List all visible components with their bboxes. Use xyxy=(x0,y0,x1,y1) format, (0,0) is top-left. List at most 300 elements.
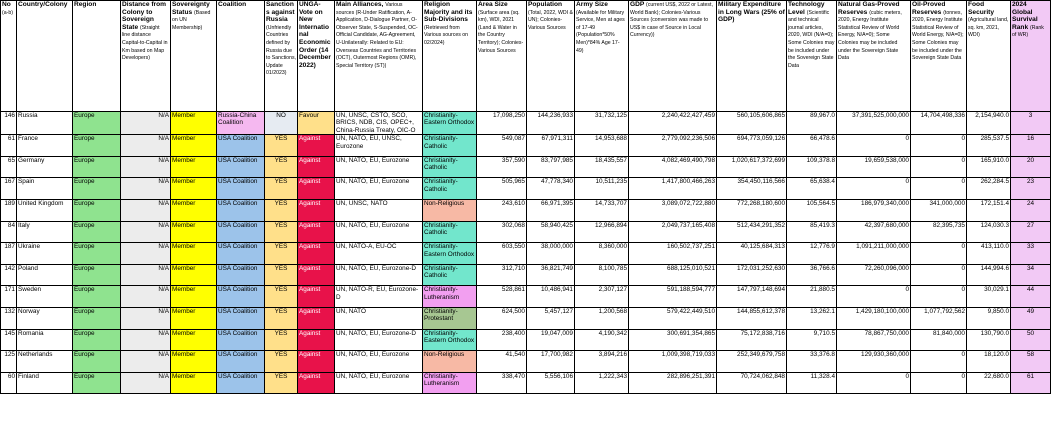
cell-army: 4,190,342 xyxy=(575,329,629,351)
cell-food-security: 22,680.0 xyxy=(967,372,1011,394)
cell-gdp: 1,009,398,719,033 xyxy=(629,351,717,373)
cell-army: 12,966,894 xyxy=(575,221,629,243)
cell-unga-vote: Against xyxy=(298,221,335,243)
table-row xyxy=(1,112,1051,135)
cell-alliances: UN, NATO-R, EU, Eurozone-D xyxy=(335,286,423,308)
cell-distance: N/A xyxy=(121,286,171,308)
cell-religion: Christianity-Catholic xyxy=(423,156,477,178)
cell-army: 8,100,785 xyxy=(575,264,629,286)
cell-sanctions: YES xyxy=(265,156,298,178)
cell-population: 67,971,311 xyxy=(527,135,575,157)
cell-rank: 20 xyxy=(1011,156,1051,178)
cell-area: 338,470 xyxy=(477,372,527,394)
cell-country: Spain xyxy=(17,178,73,200)
column-header-note: (Scientific and technical journal articles, 2020, WDI (N/A=0); Some Colonies may be included under the Sovereign State Data xyxy=(788,9,835,69)
column-header-title: Main Alliances, xyxy=(336,1,384,8)
column-header-note: (Available for Military Service, Men at ages of 17-49 (Population*50% Men)*84% Age 17-49) xyxy=(576,9,625,54)
column-header xyxy=(423,1,477,112)
cell-population: 66,971,395 xyxy=(527,200,575,222)
cell-oil-reserves: 0 xyxy=(911,156,967,178)
cell-military: 512,434,291,352 xyxy=(717,221,787,243)
cell-food-security: 130,790.0 xyxy=(967,329,1011,351)
column-header-title: GDP xyxy=(630,1,645,8)
column-header-title: Population xyxy=(528,1,563,8)
cell-region: Europe xyxy=(73,372,121,394)
cell-military: 144,855,612,378 xyxy=(717,307,787,329)
cell-sovereignty: Member xyxy=(171,156,217,178)
cell-food-security: 2,154,940.0 xyxy=(967,112,1011,135)
cell-gdp: 282,896,251,391 xyxy=(629,372,717,394)
cell-alliances: UN, NATO, EU, Eurozone xyxy=(335,372,423,394)
cell-unga-vote: Against xyxy=(298,156,335,178)
column-header-title: Technology Level xyxy=(788,1,825,16)
column-header-title: Oil-Proved Reserves xyxy=(912,1,946,16)
cell-alliances: UN, UNSC, NATO xyxy=(335,200,423,222)
cell-oil-reserves: 341,000,000 xyxy=(911,200,967,222)
cell-no: 125 xyxy=(1,351,17,373)
cell-region: Europe xyxy=(73,156,121,178)
column-header-title: 2024 Global Survival Rank xyxy=(1012,1,1038,31)
cell-sanctions: YES xyxy=(265,178,298,200)
cell-area: 17,098,250 xyxy=(477,112,527,135)
cell-region: Europe xyxy=(73,135,121,157)
cell-technology: 12,776.9 xyxy=(787,243,837,265)
cell-technology: 9,710.5 xyxy=(787,329,837,351)
cell-distance: N/A xyxy=(121,243,171,265)
cell-religion: Christianity-Catholic xyxy=(423,264,477,286)
column-header-note: (cubic meters, 2020, Energy Institute Statistical Review of World Energy, N/A=0); Some Colonies may be included under the Sovereign State Data xyxy=(838,9,902,62)
column-header xyxy=(527,1,575,112)
column-header-title: Distance from Colony to Sovereign State xyxy=(122,1,166,31)
cell-sanctions: NO xyxy=(265,112,298,135)
cell-military: 1,020,617,372,699 xyxy=(717,156,787,178)
cell-population: 83,797,985 xyxy=(527,156,575,178)
cell-region: Europe xyxy=(73,112,121,135)
cell-unga-vote: Against xyxy=(298,178,335,200)
column-header-note: (Surface area (sq. km), WDI, 2021 (Land & Water in the Country Territory); Colonies-Various Sources xyxy=(478,9,524,54)
cell-region: Europe xyxy=(73,178,121,200)
cell-region: Europe xyxy=(73,221,121,243)
cell-rank: 49 xyxy=(1011,307,1051,329)
column-header-title: Natural Gas-Proved Reserves xyxy=(838,1,900,16)
cell-gas-reserves: 0 xyxy=(837,135,911,157)
column-header xyxy=(837,1,911,112)
cell-sovereignty: Member xyxy=(171,329,217,351)
cell-technology: 105,564.5 xyxy=(787,200,837,222)
cell-gdp: 2,049,737,165,408 xyxy=(629,221,717,243)
cell-population: 10,486,941 xyxy=(527,286,575,308)
cell-no: 61 xyxy=(1,135,17,157)
cell-rank: 50 xyxy=(1011,329,1051,351)
cell-distance: N/A xyxy=(121,135,171,157)
column-header-note: (Retrieved from Various sources on 02/2024) xyxy=(424,24,469,46)
table-body xyxy=(1,112,1051,394)
cell-sanctions: YES xyxy=(265,264,298,286)
cell-oil-reserves: 0 xyxy=(911,243,967,265)
column-header xyxy=(717,1,787,112)
column-header xyxy=(265,1,298,112)
cell-unga-vote: Against xyxy=(298,351,335,373)
cell-country: Ukraine xyxy=(17,243,73,265)
cell-rank: 3 xyxy=(1011,112,1051,135)
cell-sanctions: YES xyxy=(265,286,298,308)
cell-military: 694,773,059,126 xyxy=(717,135,787,157)
cell-no: 171 xyxy=(1,286,17,308)
cell-distance: N/A xyxy=(121,372,171,394)
cell-sovereignty: Member xyxy=(171,112,217,135)
cell-religion: Christianity-Protestant xyxy=(423,307,477,329)
table-row xyxy=(1,178,1051,200)
cell-unga-vote: Against xyxy=(298,307,335,329)
cell-gas-reserves: 0 xyxy=(837,178,911,200)
cell-gdp: 579,422,449,510 xyxy=(629,307,717,329)
cell-food-security: 9,850.0 xyxy=(967,307,1011,329)
cell-population: 47,778,340 xyxy=(527,178,575,200)
column-header-note: (current US$, 2022 or Latest, World Bank); Colonies-Various Sources (conversion was made to US$ in case of Source in Local Currency)) xyxy=(630,2,713,39)
cell-oil-reserves: 0 xyxy=(911,135,967,157)
cell-distance: N/A xyxy=(121,156,171,178)
cell-army: 1,200,568 xyxy=(575,307,629,329)
column-header xyxy=(73,1,121,112)
cell-region: Europe xyxy=(73,307,121,329)
cell-alliances: UN, NATO, EU, Eurozone xyxy=(335,156,423,178)
cell-army: 10,511,235 xyxy=(575,178,629,200)
cell-sovereignty: Member xyxy=(171,200,217,222)
table-row xyxy=(1,351,1051,373)
cell-area: 41,540 xyxy=(477,351,527,373)
cell-country: Germany xyxy=(17,156,73,178)
cell-population: 17,700,982 xyxy=(527,351,575,373)
cell-religion: Christianity-Lutheranism xyxy=(423,286,477,308)
cell-sanctions: YES xyxy=(265,351,298,373)
cell-sanctions: YES xyxy=(265,307,298,329)
cell-gas-reserves: 37,391,525,000,000 xyxy=(837,112,911,135)
cell-gdp: 688,125,010,521 xyxy=(629,264,717,286)
cell-coalition: USA Coalition xyxy=(217,200,265,222)
column-header-title: Religion Majority and its Sub-Divisions xyxy=(424,1,473,24)
cell-population: 58,940,425 xyxy=(527,221,575,243)
cell-rank: 27 xyxy=(1011,221,1051,243)
cell-sovereignty: Member xyxy=(171,351,217,373)
cell-oil-reserves: 0 xyxy=(911,372,967,394)
cell-religion: Christianity-Catholic xyxy=(423,178,477,200)
cell-unga-vote: Against xyxy=(298,200,335,222)
cell-no: 84 xyxy=(1,221,17,243)
cell-gdp: 2,240,422,427,459 xyxy=(629,112,717,135)
cell-population: 5,556,106 xyxy=(527,372,575,394)
cell-gdp: 160,502,737,251 xyxy=(629,243,717,265)
cell-country: Sweden xyxy=(17,286,73,308)
cell-population: 5,457,127 xyxy=(527,307,575,329)
column-header-title: Region xyxy=(74,1,97,8)
cell-gas-reserves: 72,260,096,000 xyxy=(837,264,911,286)
column-header xyxy=(1,1,17,112)
cell-sovereignty: Member xyxy=(171,221,217,243)
cell-country: Romania xyxy=(17,329,73,351)
cell-technology: 65,638.4 xyxy=(787,178,837,200)
column-header xyxy=(787,1,837,112)
cell-army: 3,894,216 xyxy=(575,351,629,373)
cell-area: 603,550 xyxy=(477,243,527,265)
cell-alliances: UN, NATO, EU, Eurozone xyxy=(335,178,423,200)
cell-oil-reserves: 1,077,792,562 xyxy=(911,307,967,329)
cell-no: 189 xyxy=(1,200,17,222)
cell-rank: 24 xyxy=(1011,200,1051,222)
cell-population: 36,821,749 xyxy=(527,264,575,286)
cell-technology: 33,376.8 xyxy=(787,351,837,373)
column-header xyxy=(171,1,217,112)
cell-gas-reserves: 1,429,180,100,000 xyxy=(837,307,911,329)
cell-no: 132 xyxy=(1,307,17,329)
cell-coalition: USA Coalition xyxy=(217,351,265,373)
table-row xyxy=(1,329,1051,351)
column-header xyxy=(298,1,335,112)
cell-military: 40,125,684,313 xyxy=(717,243,787,265)
cell-sanctions: YES xyxy=(265,200,298,222)
cell-food-security: 30,029.1 xyxy=(967,286,1011,308)
cell-sanctions: YES xyxy=(265,372,298,394)
cell-food-security: 165,910.0 xyxy=(967,156,1011,178)
cell-coalition: USA Coalition xyxy=(217,135,265,157)
column-header-note: (Based on UN Membership) xyxy=(172,9,211,31)
cell-gdp: 300,691,354,865 xyxy=(629,329,717,351)
cell-no: 142 xyxy=(1,264,17,286)
cell-oil-reserves: 14,704,498,336 xyxy=(911,112,967,135)
cell-army: 18,435,557 xyxy=(575,156,629,178)
cell-no: 145 xyxy=(1,329,17,351)
cell-country: Netherlands xyxy=(17,351,73,373)
cell-region: Europe xyxy=(73,243,121,265)
cell-unga-vote: Against xyxy=(298,329,335,351)
column-header xyxy=(1011,1,1051,112)
cell-rank: 16 xyxy=(1011,135,1051,157)
cell-country: United Kingdom xyxy=(17,200,73,222)
cell-religion: Christianity-Eastern Orthodox xyxy=(423,329,477,351)
cell-distance: N/A xyxy=(121,307,171,329)
cell-area: 238,400 xyxy=(477,329,527,351)
cell-technology: 36,766.6 xyxy=(787,264,837,286)
cell-military: 172,031,252,630 xyxy=(717,264,787,286)
cell-sovereignty: Member xyxy=(171,372,217,394)
cell-gas-reserves: 186,979,340,000 xyxy=(837,200,911,222)
cell-army: 1,222,343 xyxy=(575,372,629,394)
column-header-title: Country/Colony xyxy=(18,1,68,8)
cell-gas-reserves: 1,091,211,000,000 xyxy=(837,243,911,265)
cell-no: 146 xyxy=(1,112,17,135)
column-header-title: Coalition xyxy=(218,1,247,8)
table-row xyxy=(1,307,1051,329)
cell-oil-reserves: 82,395,735 xyxy=(911,221,967,243)
column-header-title: No xyxy=(2,1,11,8)
column-header-note: (Unfriendly Countries defined by Russia due to Sanctions, Update 01/2023) xyxy=(266,24,296,77)
column-header xyxy=(121,1,171,112)
table-row xyxy=(1,243,1051,265)
cell-country: Russia xyxy=(17,112,73,135)
cell-military: 560,105,606,865 xyxy=(717,112,787,135)
table-row xyxy=(1,286,1051,308)
cell-country: France xyxy=(17,135,73,157)
column-header xyxy=(217,1,265,112)
cell-unga-vote: Against xyxy=(298,286,335,308)
cell-no: 187 xyxy=(1,243,17,265)
cell-distance: N/A xyxy=(121,221,171,243)
column-header-title: Sanctions against Russia xyxy=(266,1,295,24)
column-header-note: (Agricultural land, sq. km, 2021, WDI) xyxy=(968,17,1009,39)
column-header-note: Various sources (R-Under Ratification, A-Application, D-Dialogue Partner, O-Observer State, S-Suspended, OC-Official Candidate, AG-Agreement, U-Unilaterally: Related to EU: Overseas Countries and Territories (OCT), Outermost Regions (OMR), Special Territory (ST)) xyxy=(336,2,418,69)
cell-army: 2,307,127 xyxy=(575,286,629,308)
cell-country: Norway xyxy=(17,307,73,329)
cell-alliances: UN, NATO xyxy=(335,307,423,329)
cell-rank: 23 xyxy=(1011,178,1051,200)
cell-country: Finland xyxy=(17,372,73,394)
cell-technology: 11,328.4 xyxy=(787,372,837,394)
cell-unga-vote: Favour xyxy=(298,112,335,135)
cell-coalition: USA Coalition xyxy=(217,221,265,243)
column-header-note: (tonnes, 2020, Energy Institute Statistical Review of World Energy, N/A=0); Some Colonies may be included under the Sovereign State Data xyxy=(912,9,964,62)
cell-alliances: UN, UNSC, CSTO, SCO, BRICS, NDB, CIS, OPEC+, China-Russia Treaty, OIC-O xyxy=(335,112,423,135)
cell-region: Europe xyxy=(73,200,121,222)
cell-religion: Non-Religious xyxy=(423,351,477,373)
cell-area: 312,710 xyxy=(477,264,527,286)
cell-sovereignty: Member xyxy=(171,178,217,200)
cell-technology: 66,478.6 xyxy=(787,135,837,157)
column-header-title: UNGA-Vote on New International Economic Order (14 December 2022) xyxy=(299,1,331,69)
cell-country: Italy xyxy=(17,221,73,243)
column-header xyxy=(911,1,967,112)
cell-unga-vote: Against xyxy=(298,135,335,157)
cell-sovereignty: Member xyxy=(171,135,217,157)
column-header-title: Sovereignty Status xyxy=(172,1,210,16)
cell-sovereignty: Member xyxy=(171,264,217,286)
cell-religion: Christianity-Eastern Orthodox xyxy=(423,112,477,135)
cell-food-security: 124,030.3 xyxy=(967,221,1011,243)
cell-religion: Christianity-Catholic xyxy=(423,221,477,243)
cell-area: 549,087 xyxy=(477,135,527,157)
table-row xyxy=(1,264,1051,286)
cell-alliances: UN, NATO, EU, Eurozone xyxy=(335,351,423,373)
column-header-note: (a-b) xyxy=(2,9,13,16)
cell-technology: 109,378.8 xyxy=(787,156,837,178)
cell-religion: Christianity-Catholic xyxy=(423,135,477,157)
cell-rank: 61 xyxy=(1011,372,1051,394)
cell-coalition: Russia-China Coalition xyxy=(217,112,265,135)
cell-gas-reserves: 0 xyxy=(837,372,911,394)
cell-oil-reserves: 0 xyxy=(911,351,967,373)
cell-distance: N/A xyxy=(121,112,171,135)
table-row xyxy=(1,372,1051,394)
cell-coalition: USA Coalition xyxy=(217,286,265,308)
cell-military: 252,349,679,758 xyxy=(717,351,787,373)
cell-food-security: 285,537.5 xyxy=(967,135,1011,157)
cell-coalition: USA Coalition xyxy=(217,156,265,178)
cell-area: 357,590 xyxy=(477,156,527,178)
cell-military: 147,797,148,694 xyxy=(717,286,787,308)
cell-oil-reserves: 81,840,000 xyxy=(911,329,967,351)
column-header xyxy=(17,1,73,112)
cell-unga-vote: Against xyxy=(298,243,335,265)
cell-rank: 44 xyxy=(1011,286,1051,308)
cell-sovereignty: Member xyxy=(171,286,217,308)
cell-army: 14,733,707 xyxy=(575,200,629,222)
cell-distance: N/A xyxy=(121,329,171,351)
cell-coalition: USA Coalition xyxy=(217,243,265,265)
cell-technology: 89,967.0 xyxy=(787,112,837,135)
table-row xyxy=(1,156,1051,178)
cell-gdp: 2,779,092,236,506 xyxy=(629,135,717,157)
cell-region: Europe xyxy=(73,351,121,373)
cell-coalition: USA Coalition xyxy=(217,178,265,200)
cell-area: 243,610 xyxy=(477,200,527,222)
cell-area: 505,965 xyxy=(477,178,527,200)
cell-food-security: 262,284.5 xyxy=(967,178,1011,200)
cell-food-security: 18,120.0 xyxy=(967,351,1011,373)
cell-distance: N/A xyxy=(121,264,171,286)
column-header-title: Food Security xyxy=(968,1,995,16)
column-header-note: (Straight line distance Capital-to-Capital in Km based on Map Developers) xyxy=(122,24,168,62)
cell-oil-reserves: 0 xyxy=(911,264,967,286)
cell-alliances: UN, NATO, EU, Eurozone-D xyxy=(335,329,423,351)
column-header-note: (Rank of WR) xyxy=(1012,24,1044,39)
cell-no: 167 xyxy=(1,178,17,200)
cell-rank: 34 xyxy=(1011,264,1051,286)
cell-gdp: 3,089,072,722,880 xyxy=(629,200,717,222)
cell-region: Europe xyxy=(73,264,121,286)
cell-technology: 21,880.5 xyxy=(787,286,837,308)
cell-food-security: 172,151.4 xyxy=(967,200,1011,222)
cell-military: 75,172,838,716 xyxy=(717,329,787,351)
cell-sanctions: YES xyxy=(265,329,298,351)
cell-distance: N/A xyxy=(121,178,171,200)
cell-area: 528,861 xyxy=(477,286,527,308)
cell-gdp: 1,417,800,466,263 xyxy=(629,178,717,200)
cell-region: Europe xyxy=(73,286,121,308)
cell-religion: Christianity-Eastern Orthodox xyxy=(423,243,477,265)
cell-alliances: UN, NATO, EU, Eurozone-D xyxy=(335,264,423,286)
cell-population: 19,047,009 xyxy=(527,329,575,351)
cell-religion: Christianity-Lutheranism xyxy=(423,372,477,394)
cell-no: 65 xyxy=(1,156,17,178)
column-header-title: Military Expenditure in Long Wars (25% of GDP) xyxy=(718,1,785,24)
cell-military: 772,268,180,600 xyxy=(717,200,787,222)
cell-gas-reserves: 129,930,360,000 xyxy=(837,351,911,373)
column-header xyxy=(967,1,1011,112)
cell-country: Poland xyxy=(17,264,73,286)
cell-sovereignty: Member xyxy=(171,307,217,329)
cell-rank: 58 xyxy=(1011,351,1051,373)
table-row xyxy=(1,135,1051,157)
cell-food-security: 144,994.6 xyxy=(967,264,1011,286)
cell-religion: Non-Religious xyxy=(423,200,477,222)
cell-distance: N/A xyxy=(121,351,171,373)
cell-sanctions: YES xyxy=(265,135,298,157)
cell-no: 60 xyxy=(1,372,17,394)
cell-gas-reserves: 78,867,750,000 xyxy=(837,329,911,351)
cell-sovereignty: Member xyxy=(171,243,217,265)
cell-distance: N/A xyxy=(121,200,171,222)
cell-army: 31,732,125 xyxy=(575,112,629,135)
cell-food-security: 413,110.0 xyxy=(967,243,1011,265)
cell-technology: 85,419.3 xyxy=(787,221,837,243)
column-header-note: (Total, 2022, WDI & UN); Colonies-Various Sources xyxy=(528,9,573,31)
cell-technology: 13,262.1 xyxy=(787,307,837,329)
cell-gdp: 4,082,469,490,798 xyxy=(629,156,717,178)
cell-coalition: USA Coalition xyxy=(217,307,265,329)
cell-army: 8,360,000 xyxy=(575,243,629,265)
cell-coalition: USA Coalition xyxy=(217,372,265,394)
column-header xyxy=(335,1,423,112)
cell-gdp: 591,188,594,777 xyxy=(629,286,717,308)
cell-military: 354,450,116,566 xyxy=(717,178,787,200)
